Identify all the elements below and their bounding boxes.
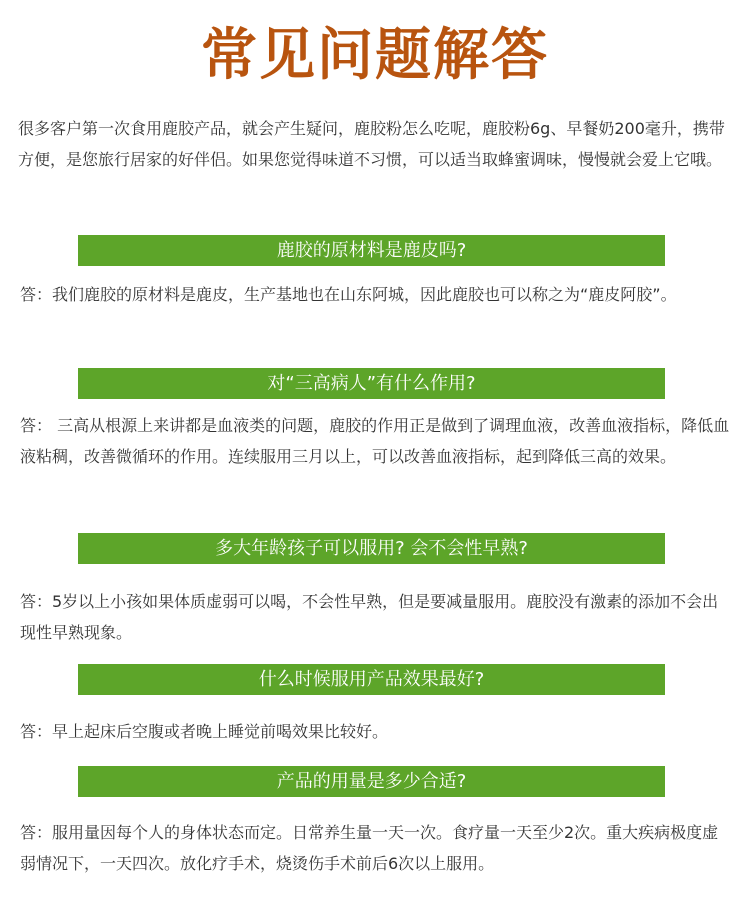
faq-answer-5: 答：服用量因每个人的身体状态而定。日常养生量一天一次。食疗量一天至少2次。重大疾病极度虚弱情况下，一天四次。放化疗手术，烧烫伤手术前后6次以上服用。 [20, 823, 719, 873]
faq-question-2: 对“三高病人”有什么作用? [78, 368, 665, 399]
faq-answer-3: 答：5岁以上小孩如果体质虚弱可以喝，不会性早熟，但是要减量服用。鹿胶没有激素的添加不会出现性早熟现象。 [20, 592, 719, 642]
faq-question-4: 什么时候服用产品效果最好? [78, 664, 665, 695]
faq-question-5: 产品的用量是多少合适? [78, 766, 665, 797]
faq-answer-1: 答：我们鹿胶的原材料是鹿皮，生产基地也在山东阿城，因此鹿胶也可以称之为“鹿皮阿胶”。 [20, 285, 677, 304]
intro-paragraph: 很多客户第一次食用鹿胶产品，就会产生疑问，鹿胶粉怎么吃呢，鹿胶粉6g、早餐奶200毫升，携带方便，是您旅行居家的好伴侣。如果您觉得味道不习惯，可以适当取蜂蜜调味，慢慢就会爱上它哦。 [18, 119, 725, 169]
faq-question-1: 鹿胶的原材料是鹿皮吗? [78, 235, 665, 266]
faq-answer-4: 答：早上起床后空腹或者晚上睡觉前喝效果比较好。 [20, 722, 389, 741]
page-title: 常见问题解答 [201, 23, 549, 88]
faq-question-3: 多大年龄孩子可以服用? 会不会性早熟? [78, 533, 665, 564]
faq-answer-2: 答： 三高从根源上来讲都是血液类的问题，鹿胶的作用正是做到了调理血液，改善血液指标，降低血液粘稠，改善微循环的作用。连续服用三月以上，可以改善血液指标，起到降低三高的效果。 [20, 416, 730, 466]
